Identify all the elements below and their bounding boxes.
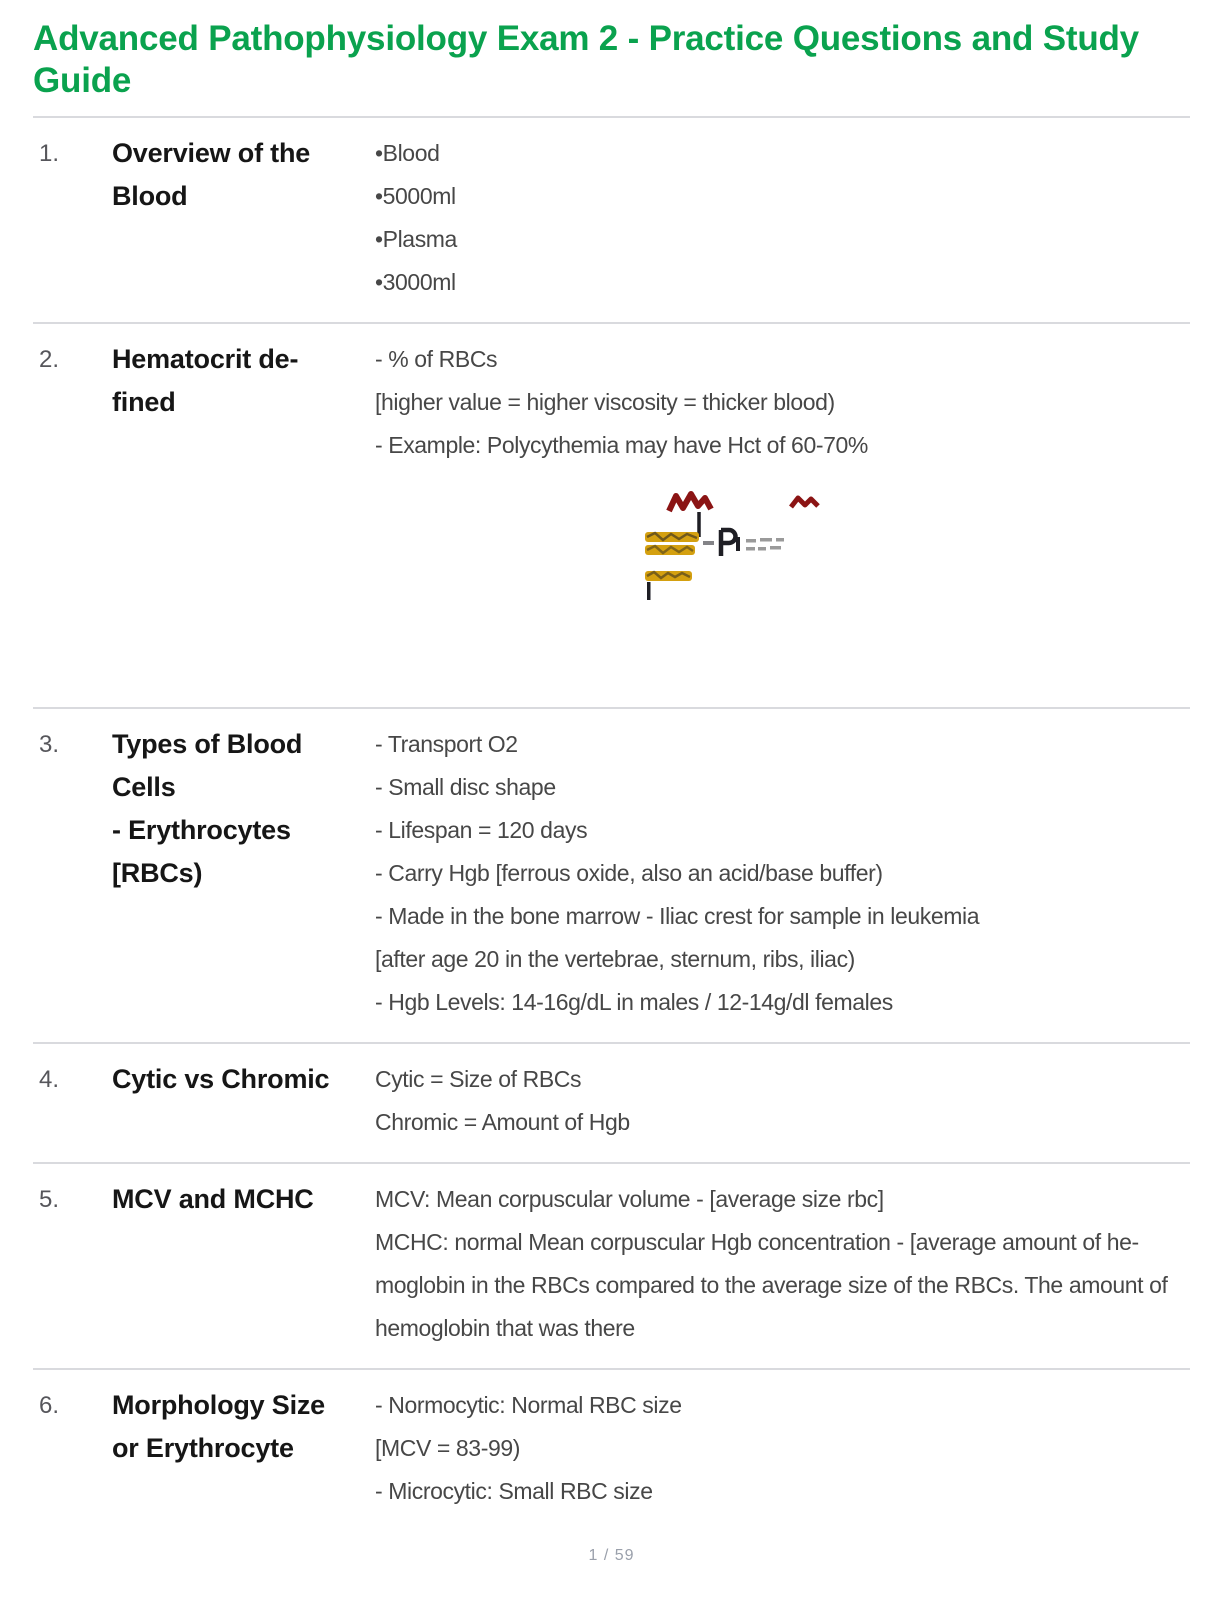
entry-term-line: Types of Blood: [112, 729, 303, 759]
entry-term-line: Overview of the: [112, 138, 311, 168]
entry-definition-line: hemoglobin that was there: [375, 1315, 635, 1341]
entry-term: [112, 723, 375, 895]
entry-term-line: MCV and MCHC: [112, 1184, 314, 1214]
entry-definition-line: - Transport O2: [375, 731, 518, 757]
entry-number: 5.: [39, 1186, 60, 1213]
entry-definition-line: Cytic = Size of RBCs: [375, 1066, 582, 1092]
entry-term-line: Hematocrit de-: [112, 344, 299, 374]
entry-number: 3.: [39, 731, 60, 758]
list-item: [33, 1164, 1190, 1370]
entry-term-line: Cells: [112, 772, 176, 802]
list-item: [33, 709, 1190, 1044]
entry-definition-line: moglobin in the RBCs compared to the average size of the RBCs. The amount of: [375, 1272, 1168, 1298]
entry-definition-line: [after age 20 in the vertebrae, sternum, ribs, iliac): [375, 946, 855, 972]
entry-definition-line: - Made in the bone marrow - Iliac crest for sample in leukemia: [375, 903, 980, 929]
entry-definition-line: •Blood: [375, 140, 440, 166]
entry-definition: [375, 1058, 1190, 1144]
entry-term: [112, 338, 375, 424]
list-item: [33, 118, 1190, 324]
entry-term-line: Morphology Size: [112, 1390, 326, 1420]
entry-definition: [375, 723, 1190, 1024]
page-title: [33, 18, 1190, 102]
study-guide-list: [33, 118, 1190, 1531]
list-item: [33, 1044, 1190, 1164]
page-title-line: Guide: [33, 61, 132, 100]
entry-term-line: Cytic vs Chromic: [112, 1064, 330, 1094]
hematocrit-figure-svg: [643, 483, 823, 603]
entry-definition-line: •5000ml: [375, 183, 456, 209]
entry-definition-line: MCHC: normal Mean corpuscular Hgb concentration - [average amount of he-: [375, 1229, 1139, 1255]
entry-definition-line: [higher value = higher viscosity = thicker blood): [375, 389, 835, 415]
entry-definition-line: [MCV = 83-99): [375, 1435, 520, 1461]
document-header: [33, 18, 1190, 118]
entry-term-line: - Erythrocytes: [112, 815, 291, 845]
entry-definition-line: - Hgb Levels: 14-16g/dL in males / 12-14g/dl females: [375, 989, 893, 1015]
entry-term: [112, 132, 375, 218]
entry-definition-line: - % of RBCs: [375, 346, 498, 372]
entry-definition: [375, 132, 1190, 304]
entry-term: [112, 1384, 375, 1470]
entry-definition: [375, 1178, 1190, 1350]
entry-definition: [375, 338, 1190, 689]
entry-definition-line: MCV: Mean corpuscular volume - [average size rbc]: [375, 1186, 884, 1212]
entry-definition-line: - Example: Polycythemia may have Hct of 60-70%: [375, 432, 868, 458]
page-title-line: Advanced Pathophysiology Exam 2 - Practice Questions and Study: [33, 19, 1139, 58]
hematocrit-image: [643, 483, 823, 603]
entry-number: 6.: [39, 1392, 60, 1419]
entry-term-line: [RBCs): [112, 858, 203, 888]
list-item: [33, 324, 1190, 709]
entry-definition-line: - Lifespan = 120 days: [375, 817, 588, 843]
entry-definition-line: - Carry Hgb [ferrous oxide, also an acid/base buffer): [375, 860, 883, 886]
entry-definition: [375, 1384, 1190, 1513]
entry-definition-line: •3000ml: [375, 269, 456, 295]
page-number: 1 / 59: [588, 1547, 635, 1564]
entry-definition-line: - Normocytic: Normal RBC size: [375, 1392, 682, 1418]
entry-number: 1.: [39, 140, 60, 167]
entry-number: 4.: [39, 1066, 60, 1093]
entry-number: 2.: [39, 346, 60, 373]
entry-definition-line: Chromic = Amount of Hgb: [375, 1109, 630, 1135]
entry-definition-line: - Microcytic: Small RBC size: [375, 1478, 653, 1504]
document-page: [0, 18, 1224, 1602]
entry-term: [112, 1058, 375, 1101]
entry-term-line: Blood: [112, 181, 188, 211]
entry-term-line: or Erythrocyte: [112, 1433, 294, 1463]
list-item: [33, 1370, 1190, 1531]
entry-term: [112, 1178, 375, 1221]
entry-term-line: fined: [112, 387, 176, 417]
entry-definition-line: •Plasma: [375, 226, 457, 252]
entry-definition-line: - Small disc shape: [375, 774, 556, 800]
